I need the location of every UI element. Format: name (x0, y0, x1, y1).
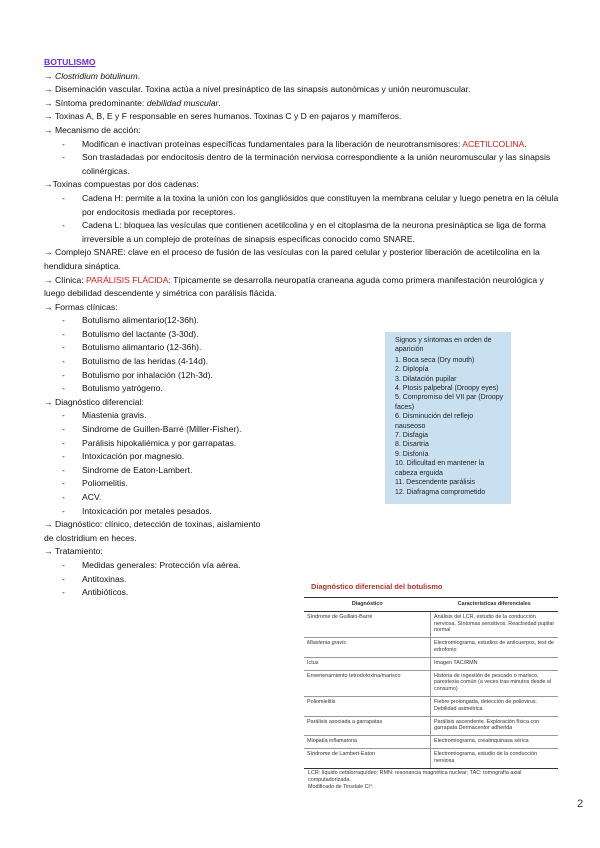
table-row (304, 657, 558, 670)
signs-item: 10. Dificultad en mantener la cabeza erguida (395, 460, 485, 477)
list-item (44, 573, 559, 587)
mech-end: . (524, 138, 527, 149)
symptom-end: . (218, 97, 221, 108)
clinic-line (44, 274, 559, 301)
table-cell: Ictus (304, 657, 431, 670)
mech-text: Modifican e inactivan proteínas específicas fundamentales para la liberación de neurotransmisores: (82, 138, 461, 149)
table-row (304, 736, 558, 749)
table-cell: Síndrome de Guillain-Barré (304, 611, 431, 637)
list-item (44, 505, 559, 519)
list-item-text: Poliomelitis. (82, 478, 128, 489)
table-footnote: LCR: líquido cefalorraquídeo; RMN: resonancia magnética nuclear; TAC: tomografía axial computadorizada. (308, 770, 522, 783)
ddx-heading: → Diagnóstico diferencial: (44, 396, 144, 407)
dash: - (62, 451, 65, 462)
chain-text: Cadena L: bloquea las vesículas que contienen acetilcolina y en el citoplasma de la neurona presináptica se liga de forma irreversible a un complejo de proteínas de sinapsis especificas conocido como SNARE. (82, 220, 546, 244)
signs-item: 6. Disminución del reflejo nauseoso (395, 413, 474, 430)
clinic-prefix: → Clínica: (44, 274, 87, 285)
table-cell: Fiebre prolongada, detección de poliovirus. Debilidad asimétrica (431, 696, 559, 716)
list-item-text: Parálisis hipokaliémica y por garrapatas. (82, 437, 237, 448)
ddx-table-title: Diagnóstico diferencial del botulismo (311, 582, 443, 591)
dash: - (62, 573, 65, 584)
table-cell: Electromiograma, estudios de anticuerpos, test de edrofonio (431, 638, 559, 658)
table-header-cell: Diagnóstico (304, 598, 431, 612)
mechanism-item (44, 151, 559, 178)
signs-header: Signos y síntomas en orden de aparición (395, 337, 492, 354)
symptom-value: debilidad muscular (146, 97, 219, 108)
signs-item: 9. Disfonía (395, 450, 429, 458)
dash: - (62, 383, 65, 394)
toxins-line: → Toxinas A, B, E y F responsable en seres humanos. Toxinas C y D en pajaros y mamíferos. (44, 111, 402, 122)
page-number: 2 (577, 798, 584, 810)
table-cell: Miopatía inflamatoria (304, 736, 431, 749)
signs-item: 8. Disartria (395, 441, 429, 449)
table-header-row (304, 598, 558, 612)
signs-item: 12. Diafragma comprometido (395, 488, 486, 496)
list-item-text: Miastenia gravis. (82, 410, 147, 421)
dash: - (62, 559, 65, 570)
list-item-text: Botulismo yatrógeno. (82, 383, 163, 394)
list-item-text: Botulismo del lactante (3-30d). (82, 328, 199, 339)
dash: - (62, 437, 65, 448)
list-item-text: Intoxicación por metales pesados. (82, 505, 212, 516)
dash: - (62, 152, 65, 163)
list-item-text: Sindrome de Eaton-Lambert. (82, 464, 193, 475)
symptom-line (44, 97, 559, 111)
signs-item: 11. Descendente parálisis (395, 479, 476, 487)
agent-name: Clostridium botulinum (54, 70, 138, 81)
signs-item: 1. Boca seca (Dry mouth) (395, 356, 475, 364)
dash: - (62, 138, 65, 149)
table-cell: Envenenamiento tetrodotoxina/marisco (304, 670, 431, 696)
list-item-text: Botulismo alimentario(12-36h). (82, 315, 200, 326)
dash: - (62, 587, 65, 598)
signs-item: 4. Ptosis palpebral (Droopy eyes) (395, 385, 499, 393)
table-row (304, 611, 558, 637)
mech-text: Son trasladadas por endocitosis dentro de la terminación nerviosa correspondiente a la unión neuromuscular y las sinapsis colinérgicas. (82, 152, 551, 176)
symptom-prefix: → Síntoma predominante: (44, 97, 147, 108)
clinic-text: : Típicamente se desarrolla neuropatía craneana aguda como primera manifestación neurológica y luego debilidad descendente y simétrica con parálisis flácida. (44, 274, 544, 299)
dissemination-line: → Diseminación vascular. Toxina actúa a nivel presináptico de las sinapsis autonómicas y unión neuromuscular. (44, 84, 471, 95)
doc-title: BOTULISMO (44, 57, 96, 67)
mechanism-heading: → Mecanismo de acción: (44, 124, 141, 135)
dash: - (62, 424, 65, 435)
table-cell: Imagen TAC/RMN (431, 657, 559, 670)
dash: - (62, 342, 65, 353)
list-item-text: Antitoxinas. (82, 573, 127, 584)
table-cell: Miastenia gravis (304, 638, 431, 658)
forms-heading: → Formas clínicas: (44, 301, 118, 312)
dash: - (62, 478, 65, 489)
table-cell: Historia de ingestión de pescado o marisco, parestesia común (a veces tras minutos desde el consumo) (431, 670, 559, 696)
tx-list (44, 559, 559, 600)
list-item-text: Botulismo de las heridas (4-14d). (82, 356, 209, 367)
dash: - (62, 410, 65, 421)
table-cell: Poliomielitis (304, 696, 431, 716)
dash: - (62, 356, 65, 367)
mech-highlight: ACETILCOLINA (462, 138, 525, 149)
list-item-text: Botulismo por inhalación (12h-3d). (82, 369, 213, 380)
chain-item (44, 192, 559, 219)
table-cell: Electromiograma, creatinquinasa sérica (431, 736, 559, 749)
table-row (304, 716, 558, 736)
signs-item: 5. Compromiso del VII par (Droopy faces) (395, 394, 504, 411)
agent-end: . (137, 70, 141, 81)
signs-symptoms-box (385, 332, 511, 504)
tx-heading: → Tratamiento: (44, 546, 103, 557)
snare-line: → Complejo SNARE: clave en el proceso de fusión de las vesículas con la pared celular y posterior liberación de acetilcolina en la hendidura sináptica. (44, 247, 540, 271)
chain-text: Cadena H: permite a la toxina la unión con los gangliósidos que constituyen la membrana celular y luego penetra en la célula por endocitosis mediada por receptores. (82, 192, 559, 217)
agent-arrow: → (44, 70, 55, 81)
dash: - (62, 328, 65, 339)
list-item-text: Antibióticos. (82, 587, 129, 598)
table-cell: Análisis del LCR, estudio de la conducción nerviosa. Síntomas sensitivos. Reactividad pupilar normal (431, 611, 559, 637)
dash: - (62, 464, 65, 475)
mechanism-item (44, 138, 559, 152)
dash: - (62, 220, 65, 231)
ddx-table (304, 597, 558, 769)
list-item-text: Sindrome de Guillen-Barré (Miller-Fisher). (82, 424, 242, 435)
table-cell: Parálisis asociada a garrapatas (304, 716, 431, 736)
chains-heading: →Toxinas compuestas por dos cadenas: (44, 179, 199, 190)
dx-line: → Diagnóstico: clínico, detección de toxinas, aislamiento de clostridium en heces. (44, 519, 261, 543)
list-item-text: Medidas generales: Protección vía aérea. (82, 559, 241, 570)
table-cell: Electromiograma, estudio de la conducción nerviosa (431, 748, 559, 768)
signs-item: 7. Disfagia (395, 432, 429, 440)
list-item-text: Intoxicación por magnesio. (82, 451, 185, 462)
table-footnote: Modificado de Tinsdale Cl⁴. (308, 783, 374, 790)
table-footnotes (308, 770, 558, 790)
table-cell: Parálisis ascendente. Exploración física con garrapata Dermacentor adherida (431, 716, 559, 736)
signs-item: 2. Diplopía (395, 366, 429, 374)
table-cell: Síndrome de Lambert-Eaton (304, 748, 431, 768)
table-row (304, 638, 558, 658)
table-row (304, 696, 558, 716)
table-row (304, 670, 558, 696)
table-row (304, 748, 558, 768)
table-header-cell: Características diferenciales (431, 598, 559, 612)
dash: - (62, 492, 65, 502)
agent-line (44, 70, 559, 84)
clinic-highlight: PARÁLISIS FLÁCIDA (86, 274, 169, 285)
chain-item (44, 219, 559, 246)
list-item-text: ACV. (82, 492, 102, 502)
dash: - (62, 505, 65, 516)
dash: - (62, 192, 65, 203)
dash: - (62, 315, 65, 326)
signs-item: 3. Dilatación pupilar (395, 375, 457, 383)
list-item-text: Botulismo alimantario (12-36h). (82, 342, 202, 353)
dash: - (62, 369, 65, 380)
list-item (44, 559, 559, 573)
notes-body (44, 56, 559, 600)
list-item (44, 314, 559, 328)
